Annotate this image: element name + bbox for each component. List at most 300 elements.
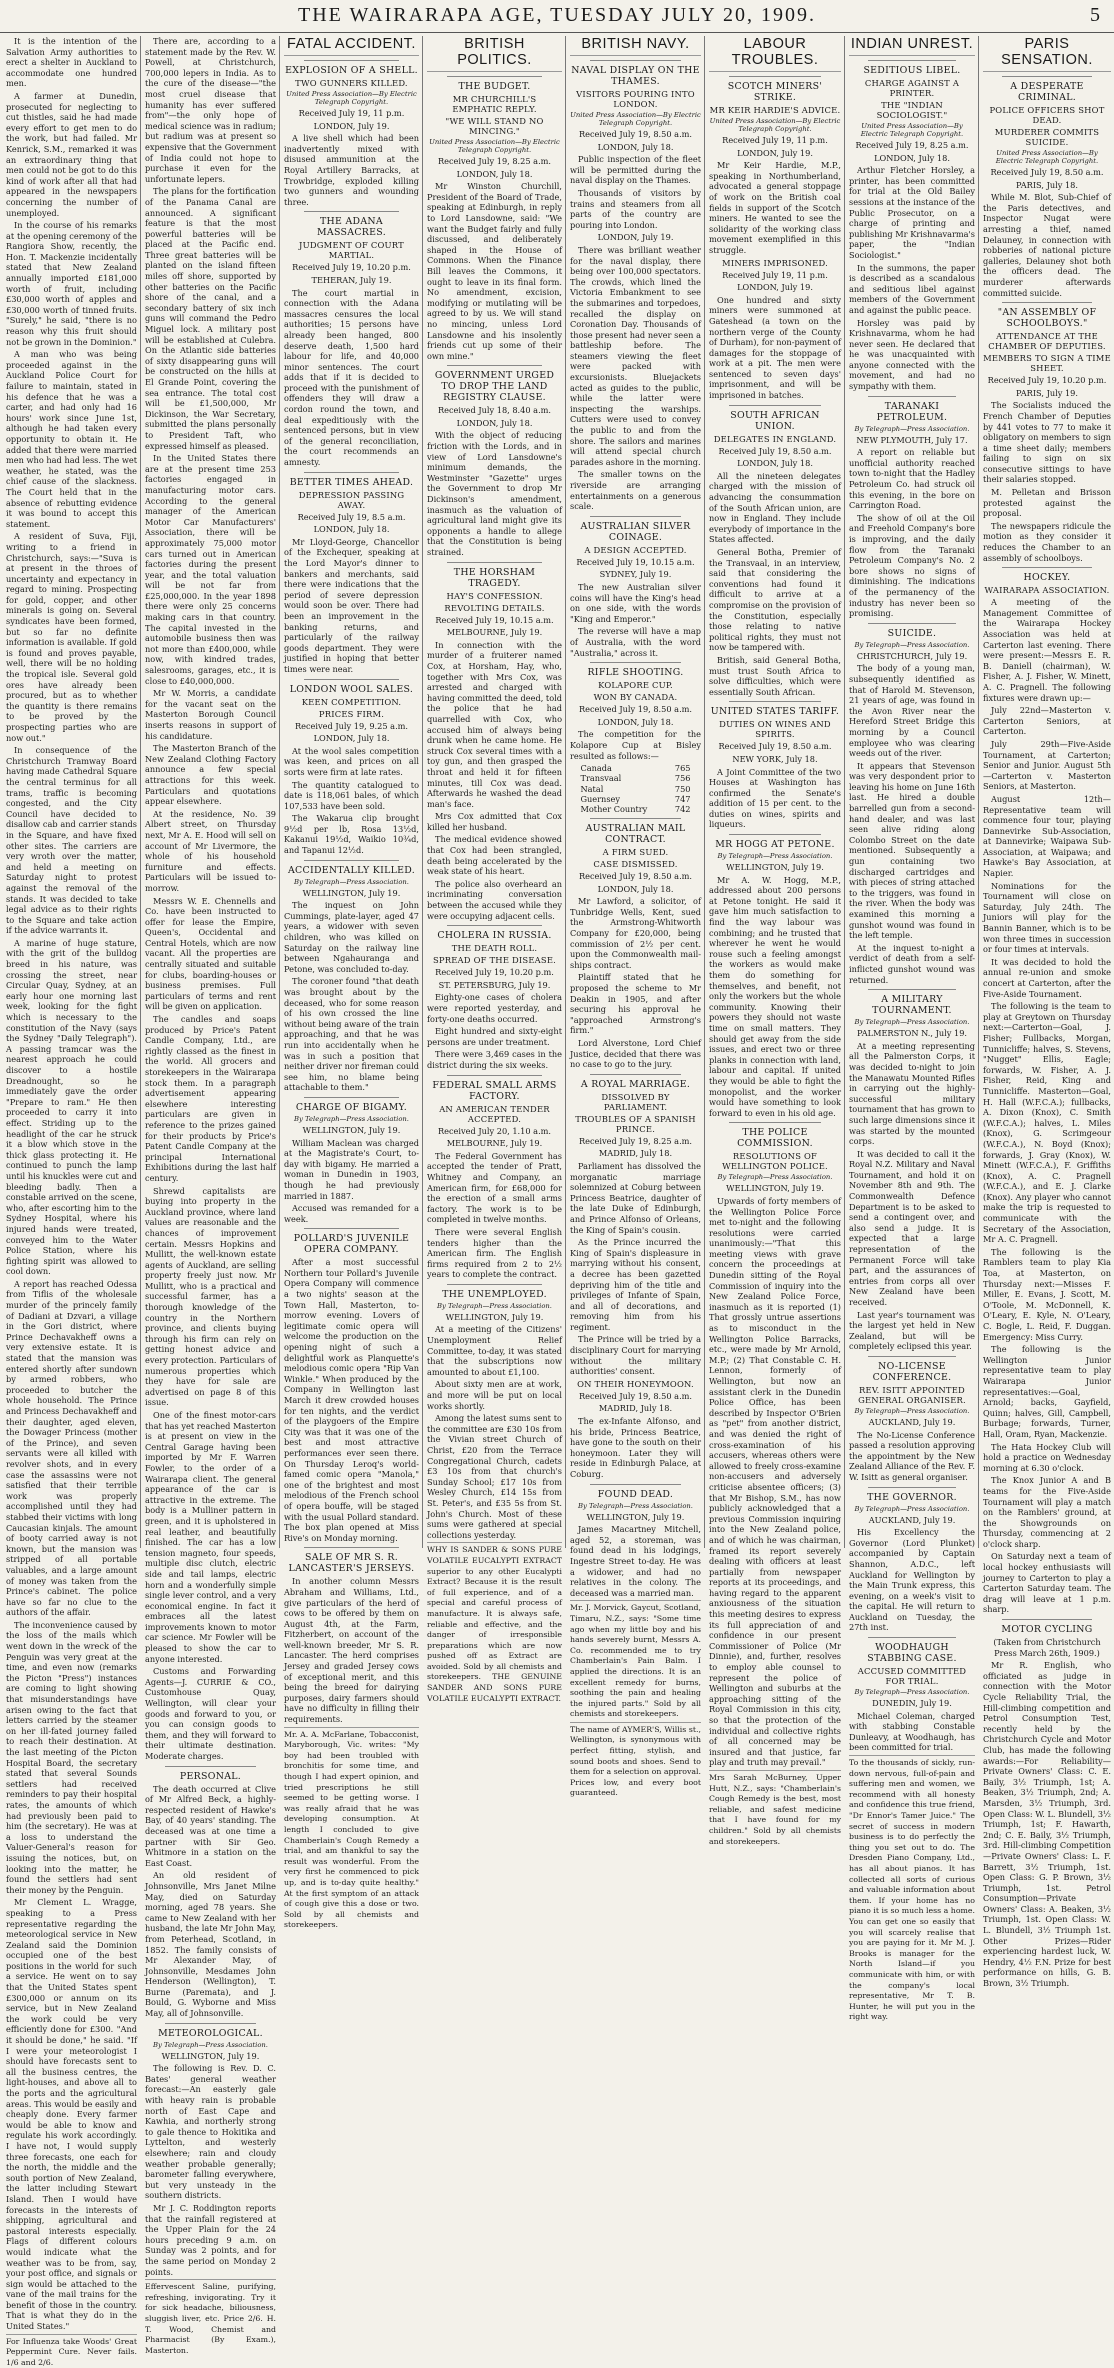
paragraph: Lord Alverstone, Lord Chief Justice, decided that there was no case to go to the jury. [570, 1038, 701, 1070]
received-line: Received July 20, 1.10 a.m. [437, 1125, 552, 1136]
section-divider [1002, 76, 1092, 77]
column-8 [978, 36, 1111, 1989]
paragraph: The court martial in connection with the Adana massacres censures the local authorities; 15 persons have already been hanged, 800 deserve death, 1,500 hard labour for life, and 40,000 minor sentences. The court adds that if it is decided to proceed with the punishment of offenders they will draw a cordon round the town, and deal expeditiously with the sentenced persons, but in view of the general reconciliation, the court recommends an amnesty. [284, 287, 419, 468]
received-line: Received July 19, 10.20 p.m. [987, 375, 1107, 386]
source-line: United Press Association—By Electric Telegraph Copyright. [995, 149, 1099, 165]
received-line: Received July 19, 8.50 a.m. [718, 741, 832, 752]
subheading: TARANAKI PETROLEUM. [876, 400, 948, 423]
source-line: By Telegraph—Press Association. [717, 1173, 833, 1182]
deck-heading: RESOLUTIONS OF WELLINGTON POLICE. [722, 1151, 828, 1172]
paragraph: In another column Messrs Abraham and Williams, Ltd., give particulars of the herd of cows to be offered by them on August 4th, at the Farm, Fitzherbert, on account of the well-known breeder, Mr S. R. Lancaster. The herd comprises Jersey and graded Jersey cows of exceptional merit, and this being the breed for dairying purposes, dairy farmers should have no difficulty in filling their requirements. [284, 1576, 419, 1725]
results-table [580, 763, 690, 814]
dateline: LONDON, July 18. [456, 417, 533, 428]
paragraph: After a most successful Northern tour Pollard's Juvenile Opera Company will commence a two nights' season at the Town Hall, Masterton, to-morrow evening. Lovers of legitimate comic opera will welcome the production on the opening night of such a delightful work as Planquette's melodious comic opera "Rip Van Winkle." When produced by the Company in Wellington last March it drew crowded houses for ten nights, and the verdict of the playgoers of the Empire City was that it was one of the best and most attractive performances ever seen there. On Thursday Leroq's world-famed comic opera "Manola," one of the brightest and most melodious of the French school of opera bouffe, will be staged with the usual Pollard standard. The box plan opened at Miss Rive's on Monday morning. [284, 1257, 419, 1543]
paragraph: August 12th—Representative team will commence four tour, playing Dannevirke Sub-Association, at Dannevirke; Waipawa Sub-Association, at Waipawa; and Hawke's Bay Association, at Napier. [983, 793, 1111, 879]
paragraph: The new Australian silver coins will have the King's head on one side, with the words "King and Emperor." [570, 581, 701, 624]
paragraph: About sixty men are at work, and more will be put on local works shortly. [427, 1379, 562, 1411]
section-divider [590, 818, 682, 819]
paragraph: Mr Clement L. Wragge, speaking to a Press representative regarding the meteorological service in New Zealand said the Dominion occupied one of the best positions in the world for such a service. He went on to say that the United States spent £300,000 or annum on its service, but in New Zealand the work could be very efficiently done for £300. "And it should be done," he said. "If I were your meteorologist I should have forecasts sent to all the business centres, the light-houses, and above all to the ports and the agricultural areas. This would be easily and cheaply done. Every farmer would be able to know and regulate his work accordingly. I have not, I would supply three forecasts, one each for the north, the middle and the south portion of New Zealand, the latter including Stewart Island. Then I would have forecasts in the interests of shipping, agricultural and pastoral interests especially. Flags of different colours would indicate what the weather was to be from, say, your post office, and signals or sign would be attached to the vane of the mail trains for the benefit of those in the country. That is what they do in the United States." [6, 1897, 137, 2332]
received-line: Received July 19, 10.15 a.m. [435, 614, 554, 625]
paragraph: M. Pelletan and Brisson protested against the proposal. [983, 487, 1111, 519]
paragraph: The following is the team to play at Greytown on Thursday next:—Carterton—Goal, J. Fisher; Fullbacks, Morgan, Tunnicliffe; halves, S. Stevens, "Nugget" Ellis, Eagle; forwards, W. Fisher, A. J. Fisher, Reid, King and Tunnicliffe. Masterton—Goal, H. Hall (W.F.C.A.); fullbacks, A. Dixon (Knox), C. Smith (W.F.C.A.); halves, L. Miles (Knox), G. Scrimgeour (W.F.C.A.), N. Boyd (Knox); forwards, J. Gray (Knox), W. Minett (W.F.C.A.), F. Griffiths (Knox), A. C. Pragnell (W.F.C.A.), and E. J. Clarke (Knox). Any player who cannot make the trip is requested to communicate with the Secretary of the Association, Mr A. C. Pragnell. [983, 1001, 1111, 1245]
section-divider [304, 860, 399, 861]
received-line: Received July 19, 8.50 a.m. [578, 1390, 693, 1401]
section-divider [1002, 1619, 1092, 1620]
paragraph: British, said General Botha, must trust South Africa to solve difficulties, which were essentially South African. [709, 654, 841, 697]
received-line: Received July 19, 8.50 a.m. [718, 445, 832, 456]
paragraph: One of the finest motor-cars that has yet reached Masterton is at present on view in the Central Garage having been imported by Mr F. Warren Fowler, to the order of a Wairarapa client. The general appearance of the car is attractive in the extreme. The body is a Mulliner pattern in green, and it is upholstered in real leather, and beautifully finished. The car has a low tension magneto, four speeds, multiple disc clutch, electric side and tail lamps, electric horn and a wonderfully simple single lever control, and a very economical engine. In fact it embraces all the latest improvements known to motor car science. Mr Fowler will be pleased to show the car to anyone interested. [145, 1410, 276, 1664]
received-line: Received July 19, 8.25 a.m. [578, 1135, 693, 1146]
dateline: LONDON, July 18. [597, 883, 674, 894]
paragraph: It is the intention of the Salvation Army authorities to erect a shelter in Auckland to accommodate one hundred men. [6, 36, 137, 89]
source-line: By Telegraph—Press Association. [854, 640, 970, 649]
deck-heading: TROUBLES OF A SPANISH PRINCE. [575, 1113, 696, 1134]
source-line: By Telegraph—Press Association. [153, 2040, 268, 2049]
received-line: Received July 19, 8.5 a.m. [297, 511, 406, 522]
paragraph: In consequence of the Christchurch Tramway Board having made Cathedral Square the central terminus for all trams, traffic is becoming congested, and the City Council have decided to disallow cab and carrier stands in the Square, and have fixed other sites. The carriers are very wroth over the matter, and held a meeting on Saturday night to protest against the removal of the stands. It was decided to take legal advice as to their rights to the Square and take action if the advice warrants it. [6, 745, 137, 936]
advertisement: The name of AYMER'S, Willis st., Wellington, is synonymous with perfect fitting, stylish, and sound boots and shoes. Send to them for a selection on approval. Prices low, and every boot guaranteed. [570, 1722, 701, 1799]
dateline: MADRID, July 18. [598, 1403, 673, 1414]
deck-heading: AN AMERICAN TENDER ACCEPTED. [439, 1103, 550, 1124]
paragraph: Parliament has dissolved the morganatic marriage solemnized at Coburg between Princess Beatrice, daughter of the late Duke of Edinburgh, and Prince Alfonso of Orleans, the King of Spain's cousin. [570, 1160, 701, 1235]
deck-heading: A DESIGN ACCEPTED. [584, 544, 687, 555]
deck-heading: ATTENDANCE AT THE CHAMBER OF DEPUTIES. [988, 331, 1106, 352]
paragraph: Upwards of forty members of the Wellington Police Force met to-night and the following resolutions were carried unanimously:—"That this meeting views with grave concern the proceedings at Dunedin sitting of the Royal Commission of inquiry into the New Zealand Police Force, inasmuch as it is reported (1) That grossly untrue assertions as to misconduct in the Wellington Police Barracks, etc., were made by Mr Arnold, M.P.; (2) That Constable C. H. Lennon, formerly of Wellington, but now an assistant clerk in the Dunedin Police Office, has been described by Inspector O'Brien as "pet" from another district, and was denied the right of cross-examination of his accusers, whereas others were allowed to freely cross-examine non-accusers and adversely criticise absentee officers; (3) that Mr Bishop, S.M., has now publicly acknowledged that a previous Commission inquiring into the New Zealand police, and of which he was chairman, framed its report severely dealing with officers at least partially from newspaper reports at its proceedings, and having regard to the apparent anxiousness of the situation this meeting desires to express its full appreciation of and confidence in our present Commissioner of Police (Mr Dinnie), and, further, resolves to employ able counsel to represent the police of Wellington and suburbs at the approaching sitting of the Royal Commission in this city, so that the protection of the individual and collective rights of all concerned may be insured and that justice, far play and truth may prevail." [709, 1195, 841, 1768]
paragraph: Among the latest sums sent to the committee are £30 10s from the Vivian street Church of Christ, £20 from the Terrace Congregational Church, cadets £3 10s from that church's Sunday School; £17 10s from Wesley Church, £14 15s from St. Peter's, and £35 5s from St. John's Church. Most of these sums were gathered at special collections yesterday. [427, 1413, 562, 1540]
source-line: By Telegraph—Press Association. [717, 852, 833, 861]
subheading: "AN ASSEMBLY OF SCHOOLBOYS." [997, 307, 1097, 330]
paragraph: At the inquest to-night a verdict of death from a self-inflicted gunshot wound was returned. [849, 942, 975, 985]
paragraph: In the summons, the paper is described as a scandalous and seditious libel against members of the Government and against the public peace. [849, 262, 975, 315]
paragraph: Mr Winston Churchill, President of the Board of Trade, speaking at Edinburgh, in reply to Lord Lansdowne, said: "We want the Budget fairly and fully discussed, and deliberately shaped in the House of Commons. When the Finance Bill leaves the Commons, it ought to leave in its final form. No amendment, excision, modifying or mutilating will be agreed to by us. We will stand no mincing, unless Lord Lansdowne and his insolently friends cut up some of their own mine." [427, 181, 562, 361]
paragraph: James Macartney Mitchell, aged 52, a storeman, was found dead in his lodgings, Ingestre Street to-day. He was a widower, and had no relatives in the colony. The deceased was a married man. [570, 1524, 701, 1598]
source-line: By Telegraph—Press Association. [294, 877, 409, 886]
deck-heading: PRICES FIRM. [318, 708, 385, 719]
paragraph: A resident of Suva, Fiji, writing to a friend in Christchurch, says:—"Suva is at present in the throes of uncertainty and expectancy in regard to mining. Prospecting for gold, copper, and other minerals is going on. Several syndicates have been formed, but so far no definite information is available. If gold is found and proves payable, well, there will be no holding the tropical isle. Several gold ores have already been procured, but as to whether the quantity is there remains to be proved by the prospecting parties who are now out." [6, 531, 137, 743]
paragraph: Arthur Fletcher Horsley, a printer, has been committed for trial at the Old Bailey sessions at the instance of the Public Prosecutor, on a charge of printing and publishing Mr Krishnavarma's paper, the "Indian Sociologist." [849, 165, 975, 260]
section-divider [590, 662, 682, 663]
subheading: BETTER TIMES AHEAD. [289, 476, 414, 488]
paragraph: Plaintiff stated that he proposed the scheme to Mr Deakin in 1905, and after securing his approval he "approached Armstrong's firm." [570, 972, 701, 1036]
paragraph: A meeting of the Management Committee of the Wairarapa Hockey Association was held at Carterton last evening. There were present:—Messrs E. R. B. Daniell (chairman), W. Fisher, A. J. Fisher, W. Minett, A. C. Pragnell. The following fixtures were drawn up:— [983, 597, 1111, 703]
subheading: A DESPERATE CRIMINAL. [1010, 81, 1084, 103]
column-5 [565, 36, 701, 1798]
section-divider [447, 562, 542, 563]
subheading: NAVAL DISPLAY ON THE THAMES. [571, 65, 700, 87]
source-line: United Press Association—By Electric Telegraph Copyright. [709, 117, 841, 133]
paragraph: The competition for the Kolapore Cup at Bisley resulted as follows:— [570, 729, 701, 761]
paragraph: On Saturday next a team of local hockey enthusiasts will journey to Carterton to play a Carterton Saturday team. The drag will leave at 1 p.m. sharp. [983, 1551, 1111, 1615]
dateline: AUCKLAND, July 19. [868, 1514, 956, 1525]
subheading: THE GOVERNOR. [867, 1491, 957, 1503]
dateline: LONDON, July 18. [313, 524, 390, 535]
dateline: MADRID, July 18. [598, 1148, 673, 1159]
subheading: THE BUDGET. [458, 81, 531, 92]
paragraph: William Maclean was charged at the Magistrate's Court, to-day with bigamy. He married a woman in Dunedin in 1903, though he had previously married in 1887. [284, 1137, 419, 1201]
received-line: Received July 19, 11 p.m. [298, 108, 405, 118]
section-divider [447, 76, 542, 77]
paragraph: In the United States there are at the present time 253 factories engaged in manufacturing motor cars. According to the general manager of the American Motor Car Manufacturers' Association, there will be approximately 75,000 motor cars turned out in American factories during the present year, and the total valuation will be not far from £25,000,000. In the year 1898 there were only 25 concerns making cars in that country. The capital invested in the automobile business then was not more than £400,000, while now, with kindred trades, salesrooms, garages, etc., it is close to £40,000,000. [145, 453, 276, 686]
table-row [580, 763, 690, 773]
dateline: AUCKLAND, July 19. [868, 1416, 956, 1427]
paragraph: At the residence, No. 39 Albert street, on Thursday next, Mr A. E. Hood will sell on account of Mr Livermore, the whole of his household furniture and effects. Particulars will be issued to-morrow. [145, 808, 276, 893]
subheading: SUICIDE. [887, 627, 937, 639]
received-line: Received July 19, 10.15 a.m. [576, 556, 695, 567]
paragraph: July 22nd—Masterton v. Carterton Seniors, at Carterton. [983, 705, 1111, 737]
paragraph: At a meeting of the Citizens' Unemployment Relief Committee, to-day, it was stated that the subscriptions now amounted to about £1,100. [427, 1324, 562, 1377]
paragraph: The plans for the fortification of the Panama Canal are announced. A significant feature is that the most powerful batteries will be placed at the Pacific end. Three great batteries will be planted on the island fifteen miles off shore, supported by other batteries on the Pacific shore of the canal, and a secondary battery of six inch guns will command the Pedro Miguel lock. A military post will be established at Culebra. On the Atlantic side batteries of sixty disappearing guns will be constructed on the hills at El Grande Point, covering the sea entrance. The total cost will be £1,500,000, Mr Dickinson, the War Secretary, submitted the plans personally to President Taft, who expressed himself as pleased. [145, 186, 276, 451]
paragraph: Eighty-one cases of cholera were reported yesterday, and forty-one deaths occurred. [427, 992, 562, 1024]
subheading: UNITED STATES TARIFF. [710, 706, 840, 718]
column-2 [140, 36, 276, 2355]
advertisement: To the thousands of sickly, run-down nervous, full-of-pain and suffering men and women, we recommend with all honesty and confidence this true friend, "Dr Ennor's Tamer Juice." The secret of success in modern business is to do perfectly the thing you set out to do. The Dresden Piano Company, Ltd., has all about pianos. It has collected all sorts of curious and valuable information about them. If your home has no piano it is so much less a home. You can get one so easily that you will scarcely realise that you are paying for it. Mr M. J. Brooks is manager for the North Island—if you communicate with him, or with the company's local representative, Mr T. B. Hunter, he will put you in the right way. [849, 1755, 975, 2023]
paragraph: It was decided to call it the Royal N.Z. Military and Naval Tournament, and hold it on November 8th and 9th. The Commonwealth Defence Department is to be asked to send a contingent over, and also send a judge. It is expected that a large representation of the Permanent Force will take part, and the assurances of entries from corps all over New Zealand have been received. [849, 1148, 975, 1307]
deck-heading: MR KEIR HARDIE'S ADVICE. [709, 105, 841, 115]
section-divider [590, 1074, 682, 1075]
paragraph: Mr Lawford, a solicitor, of Tunbridge Wells, Kent, sued the Armstrong-Whitworth Company for £20,000, being commission of 2½ per cent. upon the Commonwealth mail-ships contract. [570, 896, 701, 970]
advertisement: WHY IS SANDER & SONS PURE VOLATILE EUCALYPTI EXTRACT superior to any other Eucalypti Extract? Because it is the result of full experience, and of a special and careful process of manufacture. It is always safe, reliable and effective, and the danger of irresponsible preparations which are now pushed off as Extract are avoided. Sold by all chemists and storekeepers. THE GENUINE SANDER AND SONS PURE VOLATILE EUCALYPTI EXTRACT. [427, 1542, 562, 1704]
paragraph: Mr W. Morris, a candidate for the vacant seat on the Masterton Borough Council inserts reasons in support of his candidature. [145, 688, 276, 741]
paragraph: His Excellency the Governor (Lord Plunket) accompanied by Captain Shannon, A.D.C., left Auckland for Wellington by the Main Trunk express, this evening, on a week's visit to the capital. He will return to Auckland on Tuesday, the 27th inst. [849, 1527, 975, 1633]
section-divider [304, 60, 399, 61]
subheading: FOUND DEAD. [597, 1488, 674, 1500]
source-line: By Telegraph—Press Association. [437, 1301, 552, 1310]
section-divider [590, 1484, 682, 1485]
section-divider [1002, 567, 1092, 568]
paragraph: Messrs W. E. Chennells and Co. have been instructed to offer for lease the Empire, Queen's, Occidental and Central Hotels, which are now vacant. All the properties are centrally situated and suitable for clubs, boarding-houses or business premises. Full particulars of terms and rent will be given on application. [145, 895, 276, 1012]
section-divider [447, 925, 542, 926]
section-divider [868, 1637, 956, 1638]
section-divider [590, 60, 682, 61]
dateline: PARIS, July 18. [1015, 179, 1078, 190]
paragraph: The No-License Conference passed a resolution approving the appointment by the New Zealand Alliance of the Rev. F. W. Isitt as general organiser. [849, 1429, 975, 1482]
paragraph: It was decided to hold the annual re-union and smoke concert at Carterton, after the Five-Aside Tournament. [983, 956, 1111, 999]
page-number: 5 [1090, 4, 1100, 26]
team-cell: Natal [580, 783, 604, 794]
received-line: Received July 19, 8.50 a.m. [578, 129, 693, 139]
headline: LABOUR TROUBLES. [709, 36, 841, 72]
paragraph: An old resident of Johnsonville, Mrs Janet Milne May, died on Saturday morning, aged 78 years. She came to New Zealand with her husband, the late Mr John May, from Peterhead, Scotland, in 1852. The family consists of Mr Alexander May, of Johnsonville, Mesdames John Henderson (Wellington), T. Burne (Paremata), and J. Bould, G. Wyborne and Miss May, all of Johnsonville. [145, 1870, 276, 2019]
dateline: WELLINGTON, July 19. [161, 2050, 260, 2061]
advertisement: Mrs Sarah McBurney, Upper Hutt, N.Z., says: "Chamberlain's Cough Remedy is the best, most reliable, and safest medicine that I have found for my children." Sold by all chemists and storekeepers. [709, 1770, 841, 1847]
dateline: WELLINGTON, July 19. [726, 862, 824, 873]
deck-heading: THE DEATH ROLL. [451, 943, 538, 954]
section-divider [304, 211, 399, 212]
paragraph: As the Prince incurred the King of Spain's displeasure in marrying without his consent, a decree has been gazetted depriving him of the title and privileges of Infante of Spain, and all of decorations, and removing him from his regiment. [570, 1237, 701, 1332]
subheading: WOODHAUGH STABBING CASE. [867, 1642, 957, 1665]
section-divider [729, 701, 821, 702]
paragraph: The reverse will have a map of Australia, with the word "Australia," across it. [570, 626, 701, 658]
received-line: Received July 18, 8.40 a.m. [437, 405, 552, 416]
paragraph: Mrs Cox admitted that Cox killed her husband. [427, 811, 562, 832]
section-divider [590, 516, 682, 517]
paragraph: Accused was remanded for a week. [284, 1203, 419, 1224]
dateline: LONDON, July 18. [456, 168, 533, 179]
subheading: THE POLICE COMMISSION. [737, 1127, 813, 1150]
dateline: LONDON, July 18. [597, 716, 674, 727]
table-row [580, 794, 690, 804]
paragraph: The coroner found "that death was brought about by the deceased, who for some reason of his own crossed the line without being aware of the train approaching, and that he was run into accidentally when he was in such a position that neither driver nor fireman could see him, no blame being attachable to them." [284, 976, 419, 1093]
deck-heading: THE "INDIAN SOCIOLOGIST." [876, 100, 948, 120]
advertisement: Mr. A. A. McFarlane, Tobacconist, Maryborough, Vic. writes: "My boy had been troubled with bronchitis for some time, and though I had expert opinion, and tried prescriptions he still seemed to be getting worse. I was really afraid that he was developing consumption. At length I concluded to give Chamberlain's Cough Remedy a trial, and am thankful to say the result was wonderful. From the very first he commenced to pick up, and is to-day quite healthy." At the first symptom of an attack of cough give this a dose or two. Sold by all chemists and storekeepers. [284, 1727, 419, 1931]
dateline: LONDON, July 18. [737, 458, 813, 469]
received-line: Received July 19, 10.20 p.m. [292, 262, 411, 273]
deck-heading: REVOLTING DETAILS. [444, 602, 545, 613]
received-line: Received July 19, 11 p.m. [722, 269, 828, 280]
subheading: MOTOR CYCLING [1001, 1624, 1093, 1636]
subheading: SCOTCH MINERS' STRIKE. [727, 81, 823, 103]
dateline: LONDON, July 19. [737, 282, 813, 293]
paragraph: The following is Rev. D. C. Bates' general weather forecast:—An easterly gale with heavy rain is probable north of East Cape and Kawhia, and northerly strong to gale thence to Hokitika and Lyttelton, and westerly elsewhere; rain and cloudy weather probable generally; barometer falling everywhere, but very unsteady in the southern districts. [145, 2063, 276, 2201]
section-divider [729, 1122, 821, 1123]
received-line: Received July 19, 8.50 a.m. [990, 167, 1104, 177]
subheading: A ROYAL MARRIAGE. [580, 1078, 691, 1090]
subheading: NO-LICENSE CONFERENCE. [872, 1360, 952, 1383]
subheading: LONDON WOOL SALES. [289, 683, 414, 695]
subheading: METEOROLOGICAL. [158, 2027, 263, 2039]
section-divider [729, 405, 821, 406]
paragraph: The Federal Government has accepted the tender of Pratt, Whitney and Company, an American firm, for £68,000 for the erection of a small arms factory. The work is to be completed in twelve months. [427, 1150, 562, 1225]
caption-line: (Taken from Christchurch Press March 26th, 1909.) [993, 1637, 1101, 1658]
paragraph: The show of oil at the Oil and Freehold Company's bore is improving, and the daily flow from the Taranaki Petroleum Company's No. 2 bore shows no signs of diminishing. The indications of the permanency of the industry has never been so promising. [849, 512, 975, 619]
section-divider [868, 1356, 956, 1357]
deck-heading: DELEGATES IN ENGLAND. [713, 433, 837, 444]
dateline: LONDON, July 19. [737, 147, 813, 158]
dateline: NEW PLYMOUTH, July 17. [856, 434, 968, 445]
dateline: WELLINGTON, July 19. [302, 1124, 401, 1135]
dateline: CHRISTCHURCH, July 19. [856, 650, 968, 661]
paragraph: The candles and soaps produced by Price's Patent Candle Company, Ltd., are rightly classed as the finest in the world. All grocers and storekeepers in the Wairarapa stock them. In a paragraph advertisement appearing elsewhere interesting particulars are given in reference to the prizes gained for their products by Price's Patent Candle Company at the principal International Exhibitions during the last half century. [145, 1014, 276, 1183]
team-cell: Guernsey [580, 793, 621, 804]
score-cell: 765 [674, 763, 691, 774]
paragraph: A report on reliable but unofficial authority reached town to-night that the Hadley Petroleum Co. had struck oil this evening, in the bore on Carrington Road. [849, 447, 975, 511]
paragraph: A marine of huge stature, with the grit of the bulldog breed in his nature, was crossing the street, near Circular Quay, Sydney, at an early hour one morning last week, looking for the fight which is necessary to the constitution of the Navy (says the Sydney "Daily Telegraph"). A passing tramcar was the nearest approach he could discover to a hostile Dreadnought, so he immediately gave the order "Prepare to ram." He then proceeded to carry it into effect. Striding up to the headlight of the car he struck it a blow which stove in the thick glass protecting it. He continued to punch the lamp until his knuckles were cut and bleeding badly. Then a constable arrived on the scene, who, after escorting him to the Sydney Hospital, where his injured hands were treated, conveyed him to the Water Police Station, where his fighting spirit was allowed to cool down. [6, 937, 137, 1277]
paragraph: July 29th—Five-Aside Tournament, at Carterton; Senior and Junior. August 5th—Carterton v. Masterton Seniors, at Masterton. [983, 738, 1111, 792]
paragraph: Mr Lloyd-George, Chancellor of the Exchequer, speaking at the Lord Mayor's dinner to bankers and merchants, said there were indications that the period of severe depression would soon be over. There had been an improvement in the banking returns, and particularly of the railway goods department. They were justified in hoping that better times were near. [284, 536, 419, 674]
source-line: By Telegraph—Press Association. [854, 1504, 970, 1513]
paragraph: One hundred and sixty miners were summoned at Gateshead (a town on the northern verge of the County of Durham), for non-payment of damages for the stoppage of work at a pit. The men were sentenced to seven days' imprisonment, and will be imprisoned in batches. [709, 294, 841, 401]
paragraph: Mr J. C. Roddington reports that the rainfall registered at the Upper Plain for the 24 hours preceding 9 a.m. on Sunday was 2 points, and for the same period on Monday 2 points. [145, 2202, 276, 2277]
section-divider [868, 1487, 956, 1488]
subheading: HOCKEY. [1023, 572, 1071, 584]
paragraph: The Socialists induced the French Chamber of Deputies by 441 votes to 77 to make it obligatory on members to sign a time sheet daily; members failing to sign on six consecutive sittings to have their salaries stopped. [983, 400, 1111, 485]
dateline: SYDNEY, July 19. [599, 569, 672, 580]
section-divider [447, 1075, 542, 1076]
score-cell: 756 [674, 773, 691, 784]
dateline: WELLINGTON, July 19. [726, 1183, 824, 1194]
paragraph: The inquest on John Cummings, plate-layer, aged 47 years, a widower with seven children, who was killed on Saturday on the railway line between Ngahauranga and Petone, was concluded to-day. [284, 900, 419, 974]
paragraph: The medical evidence showed that Cox had been strangled, death being accelerated by the weak state of his heart. [427, 834, 562, 877]
subheading: CHARGE OF BIGAMY. [295, 1101, 408, 1113]
source-line: By Telegraph—Press Association. [578, 1501, 693, 1510]
section-divider [1002, 302, 1092, 303]
score-cell: 742 [674, 803, 691, 814]
column-7 [844, 36, 975, 2022]
subheading: RIFLE SHOOTING. [587, 667, 684, 679]
paragraph: While M. Blot, Sub-Chief of the Paris detectives, and Inspector Nugat were arresting a thief, named Delauney, in connection with robberies of national picture galleries, Delauney shot both the officers dead. The murderer afterwards committed suicide. [983, 192, 1111, 298]
paragraph: The Hata Hockey Club will hold a practice on Wednesday morning at 6.30 o'clock. [983, 1441, 1111, 1473]
deck-heading: JUDGMENT OF COURT MARTIAL. [299, 240, 404, 261]
paragraph: The ex-Infante Alfonso, and his bride, Princess Beatrice, have gone to the south on their honeymoon. Later they will reside in Edinburgh Palace, at Coburg. [570, 1416, 701, 1480]
advertisement: Effervescent Saline, purifying, refreshing, invigorating. Try it for sick headache, biliousness, sluggish liver, etc. Price 2/6. H. T. Wood, Chemist and Pharmacist (By Exam.), Masterton. [145, 2279, 276, 2356]
subheading: FEDERAL SMALL ARMS FACTORY. [432, 1079, 557, 1102]
paragraph: A farmer at Dunedin, prosecuted for neglecting to cut thistles, said he had made every effort to get men to do the work, but had failed. Mr Kenrick, S.M., remarked it was an extraordinary thing that men could not be got to do this kind of work after all that had appeared in the newspapers concerning the number of unemployed. [6, 90, 137, 218]
deck-heading: "WE WILL STAND NO MINCING." [445, 116, 544, 136]
deck-heading: KOLAPORE CUP. [598, 680, 673, 691]
source-line: United Press Association—By Electric Telegraph Copyright. [286, 90, 417, 106]
paragraph: Eight hundred and sixty-eight persons are under treatment. [427, 1026, 562, 1047]
table-row [580, 773, 690, 783]
paragraph: Customs and Forwarding Agents—J. CURRIE & CO., Customhouse Quay, Wellington, will clear your goods and forward to you, or you can consign goods to them, and they will forward to their ultimate destination. Moderate charges. [145, 1666, 276, 1761]
paragraph: The Masterton Branch of the New Zealand Clothing Factory announce a few special attractions for this week. Particulars and quotations appear elsewhere. [145, 743, 276, 807]
received-line: Received July 19, 8.50 a.m. [578, 704, 693, 715]
received-line: Received July 19, 8.25 a.m. [855, 140, 969, 150]
source-line: By Telegraph—Press Association. [854, 1018, 970, 1027]
headline: PARIS SENSATION. [983, 36, 1111, 72]
received-line: Received July 19, 9.25 a.m. [294, 720, 409, 731]
subheading: ACCIDENTALLY KILLED. [287, 864, 416, 876]
section-divider [304, 1097, 399, 1098]
paragraph: Mr A. W. Hogg, M.P., addressed about 200 persons at Petone tonight. He said it gave him much satisfaction to find the way labour was combining; and he trusted that wherever he went he would rouse such a feeling amongst the workers as would make them do something for themselves, and benefit, not only the workers but the whole community. Knowing their powers they should not waste time on small matters. They should get away from the side issues, and erect two or three planks in connection with land, labour and capital. If united they would be able to fight the monopolist, and the worker would have something to look forward to even in his old age. [709, 874, 841, 1118]
section-divider [447, 1284, 542, 1285]
dateline: TEHERAN, July 19. [311, 274, 392, 285]
table-row [580, 784, 690, 794]
subheading: CHOLERA IN RUSSIA. [437, 930, 552, 942]
score-cell: 750 [674, 783, 691, 794]
paragraph: There were several English tenders higher than the American firm. The English firms required from 2 to 2½ years to complete the contract. [427, 1226, 562, 1280]
dateline: LONDON, July 18. [874, 152, 950, 163]
subheading: AUSTRALIAN SILVER COINAGE. [580, 520, 691, 543]
received-line: Received July 19, 11 p.m. [722, 135, 828, 145]
paragraph: The quantity catalogued to date is 118,061 bales, of which 107,533 have been sold. [284, 779, 419, 811]
section-divider [868, 396, 956, 397]
dateline: WELLINGTON, July 19. [445, 1311, 544, 1322]
subheading: MR HOGG AT PETONE. [715, 839, 835, 851]
section-divider [868, 60, 956, 61]
paragraph: The Knox Junior A and B teams for the Five-Aside Tournament will play a match on the Ramblers' ground, at the Showgrounds on Thursday, commencing at 2 o'clock sharp. [983, 1475, 1111, 1549]
column-1 [6, 36, 137, 2367]
paragraph: All the nineteen delegates charged with the mission of advancing the consummation of the South African union, are now in England. They include everybody of importance in the States affected. [709, 470, 841, 545]
received-line: Received July 19, 8.25 a.m. [437, 156, 552, 166]
deck-heading: REV. ISITT APPOINTED GENERAL ORGANISER. [858, 1384, 966, 1405]
deck-heading: A FIRM SUED. [602, 847, 669, 858]
paragraph: A report has reached Odessa from Tiflis of the wholesale murder of the princely family of Dadiani at Dzvari, a village in the Gori district, where Prince Dechavakheff owns a very extensive estate. It is stated that the mansion was entered shortly after sundown by armed robbers, who proceeded to butcher the whole household. The Prince and Princess Dechavakheff and their daughter, aged eleven, the Dowager Princess (mother of the Prince), and seven servants were all killed with revolver shots, and in every case the assassins were not satisfied that their terrible work was properly accomplished until they had stabbed their victims with long Caucasian kinjals. The amount of booty carried away is not known, but the mansion was stripped of all portable valuables, and a large amount of money was taken from the Prince's cabinet. The police have so far no clue to the authors of the affair. [6, 1278, 137, 1618]
paragraph: Nominations for the Tournament will close on Saturday, July 24th. The Juniors will play for the Bannin Banner, which is to be won three times in succession or four times at intervals. [983, 880, 1111, 955]
paragraph: With the object of reducing friction with the Lords, and in view of Lord Lansdowne's minimum demands, the Westminster "Gazette" urges the Government to drop Mr Dickinson's amendment, inasmuch as the valuation of agricultural land might give its opponents a handle to allege that the Constitution is being strained. [427, 430, 562, 557]
subheading: SALE OF MR S. R. LANCASTER'S JERSEYS. [288, 1552, 415, 1575]
paragraph: Mr Keir Hardie, M.P., speaking in Northumberland, advocated a general stoppage of work on the British coal fields in support of the Scotch miners. He wanted to see the solidarity of the working class movement exemplified in this struggle. [709, 160, 841, 255]
section-divider [304, 679, 399, 680]
paragraph: At a meeting representing all the Palmerston Corps, it was decided to-night to join the Manawatu Mounted Rifles in carrying out the highly-successful military tournament that has grown to such large dimensions since it was started by the mounted corps. [849, 1040, 975, 1147]
section-divider [304, 1547, 399, 1548]
masthead [0, 0, 1114, 33]
subheading: POLLARD'S JUVENILE OPERA COMPANY. [293, 1233, 410, 1256]
paragraph: The Wakarua clip brought 9½d per lb, Rosa 13½d, Kakanui 19½d, Waikio 10¾d, and Tapanui 12½d. [284, 813, 419, 856]
source-line: United Press Association—By Electric Telegraph Copyright. [429, 138, 560, 154]
deck-heading: DISSOLVED BY PARLIAMENT. [601, 1091, 670, 1112]
dateline: WELLINGTON, July 19. [586, 1511, 685, 1522]
subheading: SEDITIOUS LIBEL. [863, 65, 961, 76]
paragraph: Horsley was paid by Krishnavarma, whom he had never seen. He declared that he was unacquainted with anyone connected with the movement, and had no sympathy with them. [849, 317, 975, 392]
deck-heading: KEEN COMPETITION. [301, 696, 402, 707]
deck-heading: ON THEIR HONEYMOON. [577, 1378, 694, 1389]
subheading: THE HORSHAM TRAGEDY. [453, 566, 536, 589]
column-6 [704, 36, 841, 1846]
received-line: Received July 19, 10.20 p.m. [435, 967, 554, 978]
subheading: GOVERNMENT URGED TO DROP THE LAND REGISTRY CLAUSE. [434, 370, 555, 404]
deck-heading: DEPRESSION PASSING AWAY. [298, 489, 405, 510]
deck-heading: SPREAD OF THE DISEASE. [432, 955, 557, 966]
team-cell: Canada [580, 763, 612, 774]
deck-heading: MINERS IMPRISONED. [722, 257, 828, 268]
paragraph: Shrewd capitalists are buying into property in the Auckland province, where land values are reasonable and the chances of improvement certain. Messrs Hopkins and Mullitt, the well-known estate agents of Auckland, are selling property freely just now. Mr Mullitt, who is a practical and successful farmer, has a thorough knowledge of the country in the Northern province, and clients buying through his firm can rely on getting honest advice and every protection. Particulars of numerous properties which they have for sale are advertised on page 8 of this issue. [145, 1185, 276, 1408]
dateline: MELBOURNE, July 19. [446, 627, 543, 638]
deck-heading: CASE DISMISSED. [593, 859, 678, 870]
subheading: A MILITARY TOURNAMENT. [872, 994, 952, 1017]
dateline: PARIS, July 19. [1015, 387, 1078, 398]
dateline: PALMERSTON N., July 19. [856, 1028, 968, 1039]
team-cell: Transvaal [580, 773, 622, 784]
deck-heading: ACCUSED COMMITTED FOR TRIAL. [857, 1666, 967, 1687]
subheading: EXPLOSION OF A SHELL. [285, 65, 418, 76]
paragraph: In the course of his remarks at the opening ceremony of the Rangiora Show, recently, the Hon. T. Mackenzie incidentally stated that New Zealand annually imported £181,000 worth of fruit, including £30,000 worth of apples and £30,000 worth of tinned fruits. "Surely," he said, "there is no reason why this fruit should not be grown in the Dominion." [6, 220, 137, 347]
deck-heading: MEMBERS TO SIGN A TIME SHEET. [983, 353, 1111, 374]
paragraph: A man who was being proceeded against in the Auckland Police Court for failure to maintain, stated in his defence that he was a carter, and had only had 16 hours' work since June 1st, although he had taken every opportunity to obtain it. He added that there were married men who had had less. The wet weather, he stated, was the chief cause of the slackness. The Court held that in the absence of rebutting evidence it was bound to accept this statement. [6, 349, 137, 529]
section-divider [304, 472, 399, 473]
headline: INDIAN UNREST. [849, 36, 975, 56]
section-divider [729, 834, 821, 835]
source-line: United Press Association—By Electric Telegraph Copyright. [860, 122, 964, 138]
paragraph: The death occurred at Clive of Mr Alfred Beck, a highly-respected resident of Hawke's Bay, of 40 years' standing. The deceased was at one time a partner with Sir Geo. Whitmore in a station on the East Coast. [145, 1783, 276, 1868]
paragraph: There were 3,469 cases in the district during the six weeks. [427, 1049, 562, 1070]
team-cell: Mother Country [580, 803, 648, 814]
paragraph: Public inspection of the fleet will be permitted during the naval display on the Thames. [570, 154, 701, 186]
paragraph: Mr R. English, who officiated as judge in connection with the Motor Cycle Reliability Trial, the Hill-climbing competition and Petrol Consumption Test, recently held by the Christchurch Cycle and Motor Club, has made the following awards:—For Reliability—Private Owners' Class: C. E. Baily, 3½ Triumph, 1st; A. Beaken, 3½ Triumph, 2nd; A. Marsden, 3½ Triumph, 3rd. Open Class: W. L. Blundell, 3½ Triumph, 1st; F. Hawarth, 2nd; C. E. Baily, 3½ Triumph, 3rd. Hill-climbing Competition—Private Owners' Class: L. F. Barrett, 3½ Triumph, 1st. Open Class: G. P. Brown, 3½ Triumph, 1st. Petrol Consumption—Private Owners' Class: A. Beaken, 3½ Triumph, 1st. Open Class: W. L. Blundell, 3½ Triumph 1st. Other Prizes—Rider experiencing hardest luck, W. Hendry, 4½ F.N. Prize for best performance on hills, G. B. Brown, 3½ Triumph. [983, 1660, 1111, 1989]
section-divider [447, 365, 542, 366]
dateline: WELLINGTON, July 19. [302, 887, 401, 898]
deck-heading: HAY'S CONFESSION. [446, 590, 543, 601]
subheading: SOUTH AFRICAN UNION. [730, 409, 820, 432]
dateline: LONDON, July 18. [597, 141, 674, 152]
paragraph: There are, according to a statement made by the Rev. W. Powell, at Christchurch, 700,000 lepers in India. As to the cure of the disease—"the most cruel disease that humanity has ever suffered from"—the only hope of medical science was in radium; but radium was at present so expensive that the Government of India could not hope to purchase it even for the unfortunate lepers. [145, 36, 276, 184]
paragraph: Michael Coleman, charged with stabbing Constable Dunleavy, at Woodhaugh, has been committed for trial. [849, 1710, 975, 1753]
section-divider [868, 623, 956, 624]
source-line: By Telegraph—Press Association. [854, 1406, 970, 1415]
column-4 [422, 36, 562, 1703]
paragraph: A live shell which had been inadvertently mixed with disused ammunition at the Royal Artillery Barracks, at Trowbridge, exploded killing two gunners and wounding three. [284, 133, 419, 207]
column-3 [279, 36, 419, 1930]
advertisement: Mr. J. Morvick, Gaycut, Scotland, Timaru, N.Z., says: "Some time ago when my little boy and his hands severely burnt, Messrs A. Co. recommended me to try Chamberlain's Pain Balm. I applied the directions. It is an excellent remedy for burns, soothing the pain and healing the injured parts." Sold by all chemists and storekeepers. [570, 1600, 701, 1720]
paragraph: Thousands of visitors by trains and steamers from all parts of the country are pouring into London. [570, 187, 701, 230]
received-line: Received July 19, 8.50 a.m. [578, 871, 693, 882]
paragraph: The newspapers ridicule the motion as they consider it reduces the Chamber to an assembly of schoolboys. [983, 520, 1111, 563]
paragraph: The Prince will be tried by a disciplinary Court for marrying without the military authorities' consent. [570, 1334, 701, 1377]
paragraph: The following is the Ramblers team to play Kia Toa, at Masterton, on Thursday next:—Misses F. Miller, E. Evans, J. Scott, M. O'Toole, M. McDonnell, K. O'Leary, E. Kyle, N. O'Leary, C. Bogle, L. Reid, F. Duggan. Emergency: Miss Curry. [983, 1246, 1111, 1342]
paragraph: The inconvenience caused by the loss of the mails which went down in the wreck of the Penguin was very great at the time, and even now (remarks the Picton "Press") instances are coming to light showing that misunderstandings have arisen owing to the fact that letters carried by the steamer on her ill-fated journey failed to reach their destination. At the last meeting of the Picton Hospital Board, the secretary stated that several Sounds settlers had received reminders to pay their hospital rates, the amounts of which had previously been paid to him (the secretary). He was at a loss to understand the Valuer-General's reason for issuing the notices, but, on looking into the matter, he found the settlers had sent their money by the Penguin. [6, 1619, 137, 1895]
dateline: ST. PETERSBURG, July 19. [438, 979, 551, 990]
paragraph: In connection with the murder of a fruiterer named Cox, at Horsham, Hay, who, together with Mrs Cox, was arrested and charged with having committed the deed, told the police that he had quarrelled with Cox, who accused him of always being drunk when he came home. He struck Cox several times with a toy gun, and then grasped the throat and held it for fifteen minutes, till Cox was dead. Afterwards he washed the dead man's face. [427, 639, 562, 809]
paragraph: Last year's tournament was the largest yet held in New Zealand, but will be completely eclipsed this year. [849, 1309, 975, 1352]
subheading: AUSTRALIAN MAIL CONTRACT. [585, 823, 686, 846]
source-line: By Telegraph—Press Association. [294, 1114, 409, 1123]
dateline: LONDON, July 18. [313, 733, 390, 744]
masthead-title: THE WAIRARAPA AGE, TUESDAY JULY 20, 1909. [297, 4, 816, 26]
section-divider [304, 1228, 399, 1229]
paragraph: It appears that Stevenson was very despondent prior to leaving his home on June 16th last. He hired a double barrelled gun from a second-hand dealer, and was last seen alive riding along Colombo Street on the date mentioned. Subsequently a gun containing two discharged cartridges and with pieces of string attached to the triggers, was found in the river. When the body was examined this morning a gunshot wound was found in the left temple. [849, 760, 975, 941]
paragraph: General Botha, Premier of the Transvaal, in an interview, said that considering the conventions had found it difficult to arrive at a compromise on the provision of the Constitution, especially those relating to native political rights, they must not now be tampered with. [709, 547, 841, 653]
advertisement: For Influenza take Woods' Great Peppermint Cure. Never fails. 1/6 and 2/6. [6, 2334, 137, 2368]
deck-heading: CHARGE AGAINST A PRINTER. [864, 78, 960, 98]
